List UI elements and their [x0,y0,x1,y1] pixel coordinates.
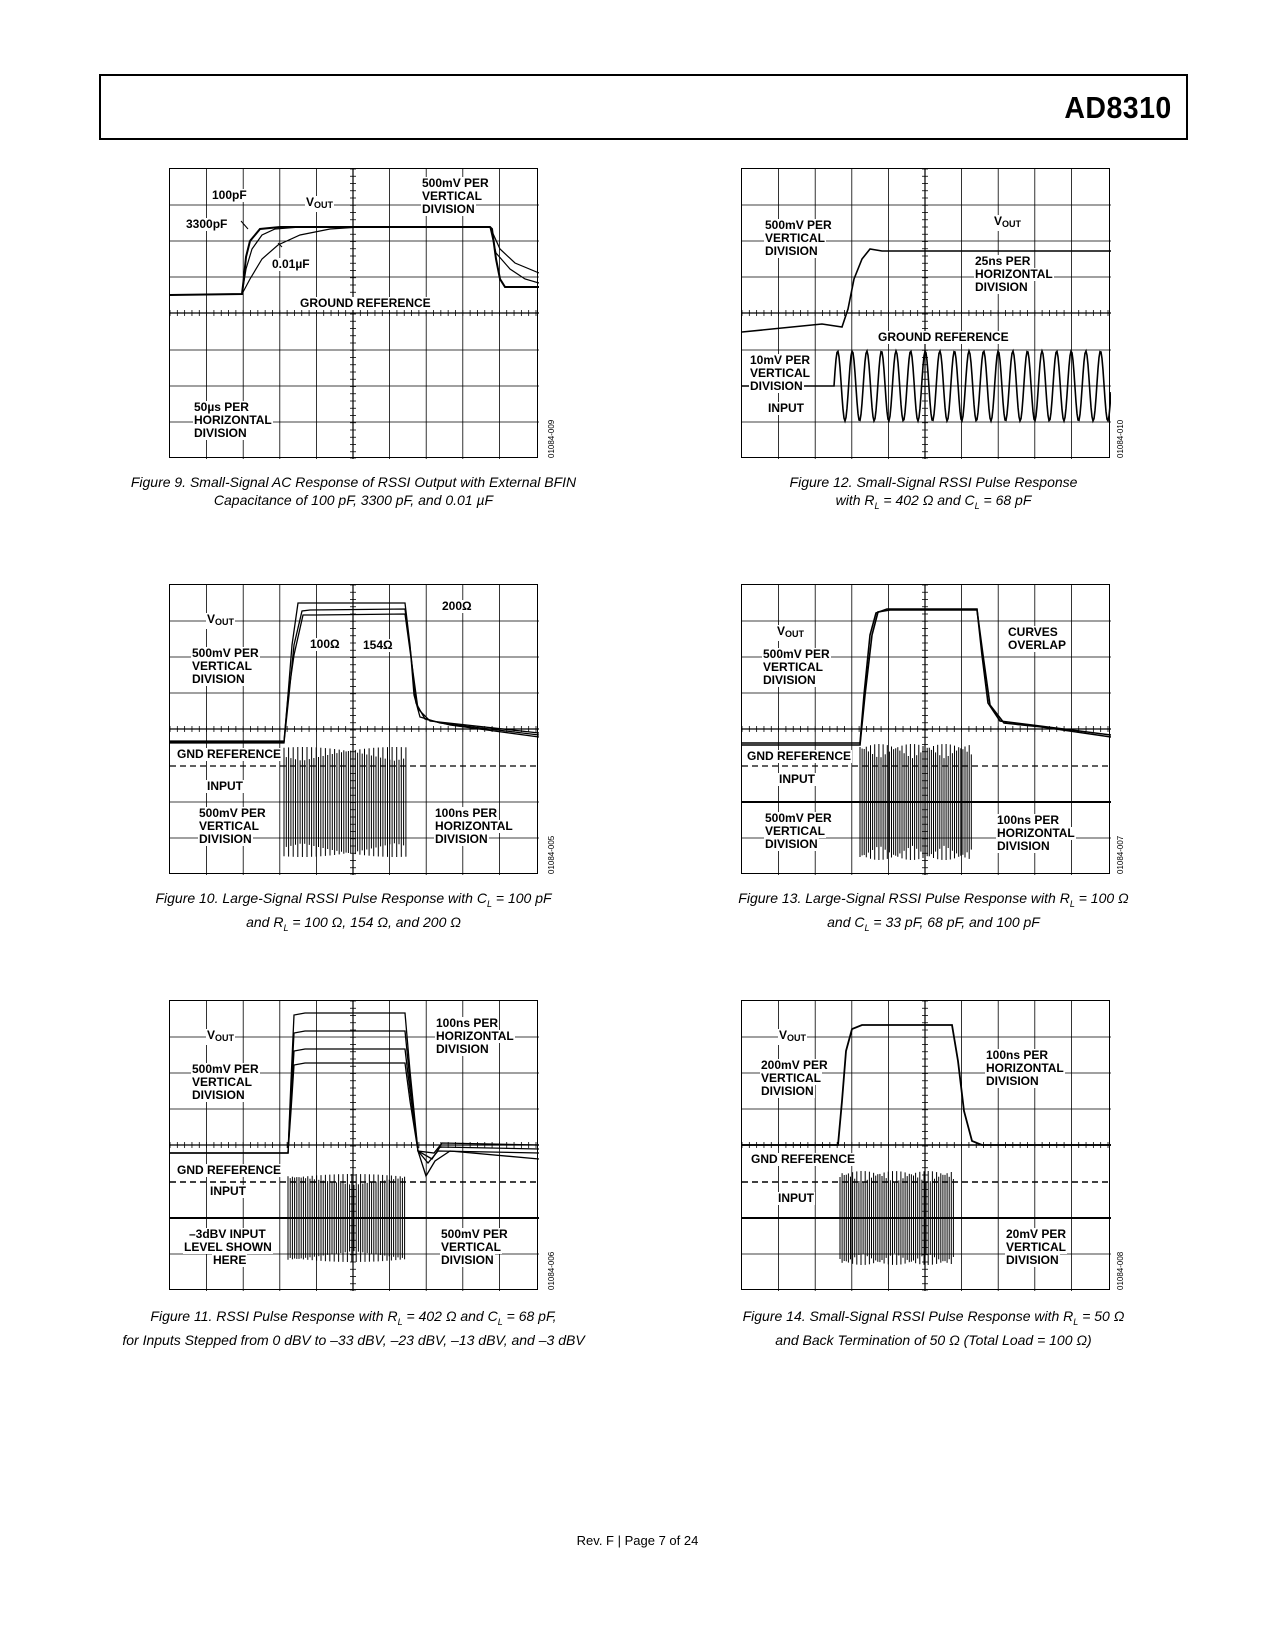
fig14-label-h-division: DIVISION [986,1074,1039,1088]
fig10-label-100ns: 100ns PER [435,806,498,820]
fig13-label-in-500mv: 500mV PER [765,811,832,825]
fig13-label-curves: CURVES [1008,625,1058,639]
fig9-label-50us: 50µs PER [194,400,249,414]
fig13-label-vertical: VERTICAL [763,660,823,674]
fig13-label-in-division: DIVISION [765,837,818,851]
fig14-label-gnd-reference: GND REFERENCE [751,1152,856,1166]
fig13-caption-line1: Figure 13. Large-Signal RSSI Pulse Response with $R_L = 100$ Ω [738,890,1129,909]
fig14-caption-line2: and Back Termination of 50 Ω (Total Load = 100 Ω) [775,1331,1092,1348]
fig9-caption-line1: Figure 9. Small-Signal AC Response of RSSI Output with External BFIN [130,474,577,490]
fig11-label-vout: $V_{OUT}$ [207,1028,235,1043]
fig13-label-overlap: OVERLAP [1008,638,1067,652]
fig12-label-ground-reference: GROUND REFERENCE [878,330,1009,344]
fig9-label-division: DIVISION [422,202,475,216]
fig12-label-input: INPUT [768,401,804,415]
fig12-label-in-division: DIVISION [750,379,803,393]
fig10-label-100ohm: 100Ω [310,637,340,651]
fig13-caption [700,889,1167,937]
fig12-label-h-division: DIVISION [975,280,1028,294]
fig12-label-in-vertical: VERTICAL [750,366,810,380]
fig14-label-horizontal: HORIZONTAL [986,1061,1064,1075]
fig12-label-vout: $V_{OUT}$ [994,214,1022,229]
fig13-label-vout: $V_{OUT}$ [777,624,805,639]
fig13-label-gnd-reference: GND REFERENCE [747,749,852,763]
fig13-code: 01084-007 [1116,835,1125,874]
fig13-label-in-vertical: VERTICAL [765,824,825,838]
fig10-label-500mv: 500mV PER [192,646,259,660]
fig9-caption [120,473,587,509]
fig9-label-ground-reference: GROUND REFERENCE [300,296,431,310]
fig9-label-vout: $V_{OUT}$ [306,195,334,210]
fig10-label-154ohm: 154Ω [363,638,393,652]
fig13-label-division: DIVISION [763,673,816,687]
fig10-caption-line1: Figure 10. Large-Signal RSSI Pulse Response with $C_L = 100$ pF [155,890,552,909]
fig9-code: 01084-009 [547,419,556,458]
fig12-caption-line1: Figure 12. Small-Signal RSSI Pulse Response [789,474,1078,490]
fig9-label-100pf: 100pF [212,188,247,202]
fig12-label-500mv: 500mV PER [765,218,832,232]
fig11-label-level-shown: LEVEL SHOWN [184,1240,272,1254]
fig9-label-500mv: 500mV PER [422,176,489,190]
fig14-label-200mv: 200mV PER [761,1058,828,1072]
fig10-label-in-vertical: VERTICAL [199,819,259,833]
page-footer: Rev. F | Page 7 of 24 [576,1533,699,1548]
fig10-label-horizontal: HORIZONTAL [435,819,513,833]
fig12-label-25ns: 25ns PER [975,254,1031,268]
fig11-caption-line2: for Inputs Stepped from 0 dBV to –33 dBV, –23 dBV, –13 dBV, and –3 dBV [122,1331,585,1348]
fig9-label-3300pf: 3300pF [186,217,228,231]
fig10-caption [120,889,587,937]
fig11-label-horizontal: HORIZONTAL [436,1029,514,1043]
fig11-label-here: HERE [213,1253,247,1267]
fig13-caption-line2: and $C_L = 33$ pF, 68 pF, and 100 pF [827,913,1040,933]
fig12-label-10mv: 10mV PER [750,353,811,367]
fig10-label-in-division: DIVISION [199,832,252,846]
fig9-label-001uf: 0.01µF [272,257,310,271]
fig11-label-in-500mv: 500mV PER [441,1227,508,1241]
part-number-title: AD8310 [1064,90,1172,125]
fig12-caption-line2: with $R_L = 402$ Ω and $C_L = 68$ pF [835,492,1032,511]
fig13-label-input: INPUT [779,772,815,786]
fig11-label-gnd-reference: GND REFERENCE [177,1163,282,1177]
fig14-label-20mv: 20mV PER [1006,1227,1067,1241]
fig11-label-h-division: DIVISION [436,1042,489,1056]
fig13-label-100ns: 100ns PER [997,813,1060,827]
fig11-label-in-division: DIVISION [441,1253,494,1267]
fig14-code: 01084-008 [1116,1251,1125,1290]
page-header [99,74,1188,140]
fig13-label-horizontal: HORIZONTAL [997,826,1075,840]
fig11-label-3dbv: –3dBV INPUT [189,1227,266,1241]
fig9-label-vertical: VERTICAL [422,189,482,203]
fig10-label-vout: $V_{OUT}$ [207,612,235,627]
fig14-caption [700,1307,1167,1349]
fig14-label-in-vertical: VERTICAL [1006,1240,1066,1254]
fig13-label-500mv: 500mV PER [763,647,830,661]
fig11-label-in-vertical: VERTICAL [441,1240,501,1254]
fig10-label-division: DIVISION [192,672,245,686]
fig9-label-horizontal: HORIZONTAL [194,413,272,427]
fig10-label-gnd-reference: GND REFERENCE [177,747,282,761]
fig11-label-input: INPUT [210,1184,246,1198]
fig14-label-100ns: 100ns PER [986,1048,1049,1062]
fig11-label-vertical: VERTICAL [192,1075,252,1089]
fig11-code: 01084-006 [547,1251,556,1290]
fig12-label-horizontal: HORIZONTAL [975,267,1053,281]
fig10-label-200ohm: 200Ω [442,599,472,613]
fig11-caption-line1: Figure 11. RSSI Pulse Response with $R_L = 402$ Ω and $C_L = 68$ pF, [150,1308,557,1327]
fig12-caption [700,473,1167,515]
fig10-caption-line2: and $R_L = 100$ Ω, 154 Ω, and 200 Ω [246,913,461,933]
fig9-label-h-division: DIVISION [194,426,247,440]
fig11-caption [110,1307,597,1349]
fig10-label-vertical: VERTICAL [192,659,252,673]
fig11-label-division: DIVISION [192,1088,245,1102]
fig12-code: 01084-010 [1116,419,1125,458]
fig10-label-in-500mv: 500mV PER [199,806,266,820]
fig10-label-h-division: DIVISION [435,832,488,846]
fig11-label-100ns: 100ns PER [436,1016,499,1030]
fig11-label-500mv: 500mV PER [192,1062,259,1076]
figure-12-traces [742,169,1111,459]
fig10-code: 01084-005 [547,835,556,874]
fig14-label-in-division: DIVISION [1006,1253,1059,1267]
fig14-label-vertical: VERTICAL [761,1071,821,1085]
fig14-label-input: INPUT [778,1191,814,1205]
fig13-label-h-division: DIVISION [997,839,1050,853]
fig14-label-division: DIVISION [761,1084,814,1098]
fig10-label-input: INPUT [207,779,243,793]
fig14-label-vout: $V_{OUT}$ [779,1028,807,1043]
fig12-label-division: DIVISION [765,244,818,258]
fig14-caption-line1: Figure 14. Small-Signal RSSI Pulse Response with $R_L = 50$ Ω [742,1308,1125,1327]
fig12-label-vertical: VERTICAL [765,231,825,245]
fig9-caption-line2: Capacitance of 100 pF, 3300 pF, and 0.01 µF [213,492,494,508]
